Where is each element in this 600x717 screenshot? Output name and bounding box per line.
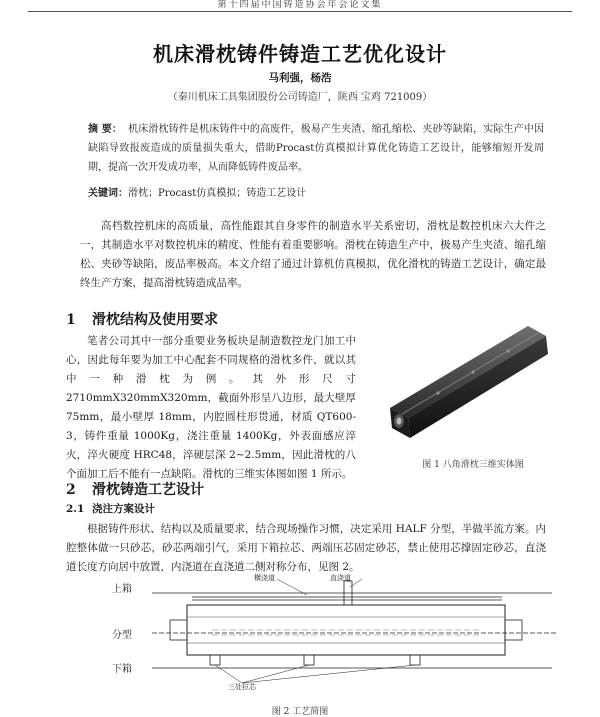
core-pull-label: 三处拉芯 [228, 683, 256, 691]
section-2-1-heading [66, 501, 155, 516]
keywords [88, 184, 306, 199]
section-2-1-title: 浇注方案设计 [92, 503, 155, 515]
upper-box-label: 上箱 [112, 584, 132, 595]
abstract-text: 机床滑枕铸件是机床铸件中的高废件，极易产生夹渣、缩孔缩松、夹砂等缺陷，实际生产中因缺陷导致报废造成的质量损失重大，借助Procast仿真模拟计算优化铸造工艺设计，能够缩短开发周期，提高一次开发成功率，从而降低铸件废品率。 [88, 124, 545, 173]
section-1-number: 1 [66, 312, 76, 328]
paper-title: 机床滑枕铸件铸造工艺优化设计 [153, 42, 447, 66]
affiliation: （秦川机床工具集团股份公司铸造厂，陕西 宝鸡 721009） [167, 92, 433, 103]
authors: 马利强，杨浩 [268, 72, 332, 84]
section-1-paragraph: 笔者公司其中一部分重要业务板块是制造数控龙门加工中心，因此每年要为加工中心配套不同规格的滑枕多件，就以其中一种滑枕为例。其外形尺寸 2710mmX320mmX320mm，截面外形呈八边形，最大壁厚 75mm，最小壁厚 18mm，内腔圆柱形贯通，材质 QT600-3，铸件重量 1000Kg，浇注重量 1400Kg，外表面感应淬火，淬火硬度 HRC48，淬硬层深 2~2.5mm，因此滑枕的八个面加工后不能有一点缺陷。滑枕的三维实体图如图 1 所示。 [66, 335, 356, 480]
figure-2-caption: 图 2 工艺简图 [271, 707, 329, 717]
header-rule [28, 11, 572, 12]
abstract [88, 120, 544, 177]
figure-1-caption: 图 1 八角滑枕三维实体图 [422, 460, 524, 470]
sprue-label: 直浇道 [330, 574, 351, 582]
section-1-heading [66, 309, 218, 329]
running-head: 第十四届中国铸造协会年会论文集 [217, 0, 383, 10]
abstract-label: 摘 要： [88, 124, 123, 135]
section-2-1-paragraph: 根据铸件形状、结构以及质量要求，结合现场操作习惯，决定采用 HALF 分型，半做半流方案。内腔整体做一只砂芯，砂芯两端引气，采用下箱拉芯、两端压芯固定砂芯，禁止使用芯撑固定砂芯，直浇道长度方向居中放置，内浇道在直浇道二侧对称分布，见图 2。 [66, 523, 546, 573]
section-1-title: 滑枕结构及使用要求 [92, 312, 218, 328]
intro-paragraph: 高档数控机床的高质量，高性能跟其自身零件的制造水平关系密切，滑枕是数控机床六大件之一，其制造水平对数控机床的精度、性能有着重要影响。滑枕在铸造生产中，极易产生夹渣、缩孔缩松、夹砂等缺陷，废品率极高。本文介绍了通过计算机仿真模拟，优化滑枕的铸造工艺设计，确定最终生产方案，提高滑枕铸造成品率。 [80, 220, 546, 289]
section-2-heading [66, 479, 204, 499]
keywords-label: 关键词： [88, 188, 128, 199]
keywords-text: 滑枕；Procast仿真模拟；铸造工艺设计 [128, 188, 307, 199]
section-2-number: 2 [66, 482, 76, 498]
section-2-1-number: 2.1 [66, 503, 85, 515]
figure-2-process-diagram [92, 565, 562, 705]
figure-1-ram-3d-image [378, 320, 568, 450]
lower-box-label: 下箱 [112, 664, 132, 675]
parting-label: 分型 [112, 630, 132, 641]
runner-label: 横浇道 [254, 574, 275, 582]
section-2-title: 滑枕铸造工艺设计 [92, 482, 204, 498]
